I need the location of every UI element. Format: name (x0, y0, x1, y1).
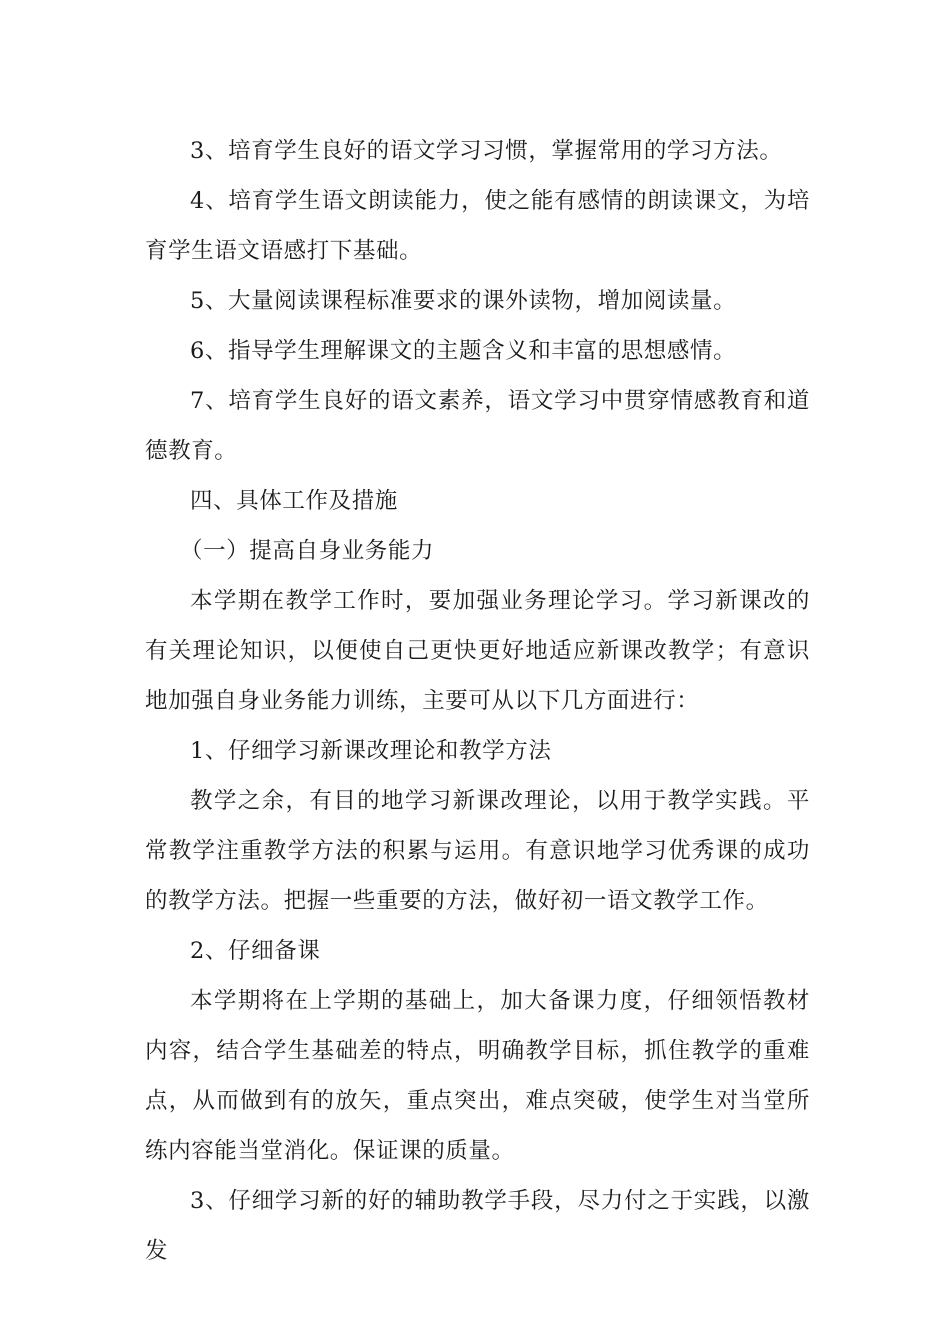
paragraph-item-1: 教学之余，有目的地学习新课改理论，以用于教学实践。平常教学注重教学方法的积累与运用。有意识地学习优秀课的成功的教学方法。把握一些重要的方法，做好初一语文教学工作。 (145, 788, 810, 914)
item-heading-2: 2、仔细备课 (190, 938, 321, 964)
paragraph-goal-5: 5、大量阅读课程标准要求的课外读物，增加阅读量。 (190, 288, 737, 314)
item-heading-3: 3、仔细学习新的好的辅助教学手段，尽力付之于实践，以激发 (145, 1188, 810, 1264)
section-heading: 四、具体工作及措施 (190, 488, 398, 514)
paragraph-item-2: 本学期将在上学期的基础上，加大备课力度，仔细领悟教材内容，结合学生基础差的特点，明确教学目标，抓住教学的重难点，从而做到有的放矢，重点突出，难点突破，使学生对当堂所练内容能当堂消化。保证课的质量。 (145, 988, 810, 1164)
paragraph-goal-7: 7、培育学生良好的语文素养，语文学习中贯穿情感教育和道德教育。 (145, 388, 810, 464)
item-heading-1: 1、仔细学习新课改理论和教学方法 (190, 738, 552, 764)
subsection-heading: （一）提高自身业务能力 (180, 538, 435, 564)
paragraph-goal-6: 6、指导学生理解课文的主题含义和丰富的思想感情。 (190, 338, 737, 364)
paragraph-goal-3: 3、培育学生良好的语文学习习惯，掌握常用的学习方法。 (190, 138, 783, 164)
paragraph-goal-4: 4、培育学生语文朗读能力，使之能有感情的朗读课文，为培育学生语文语感打下基础。 (145, 188, 810, 264)
document-body (145, 126, 810, 1276)
paragraph-intro: 本学期在教学工作时，要加强业务理论学习。学习新课改的有关理论知识，以便使自己更快更好地适应新课改教学；有意识地加强自身业务能力训练，主要可从以下几方面进行： (145, 588, 810, 714)
